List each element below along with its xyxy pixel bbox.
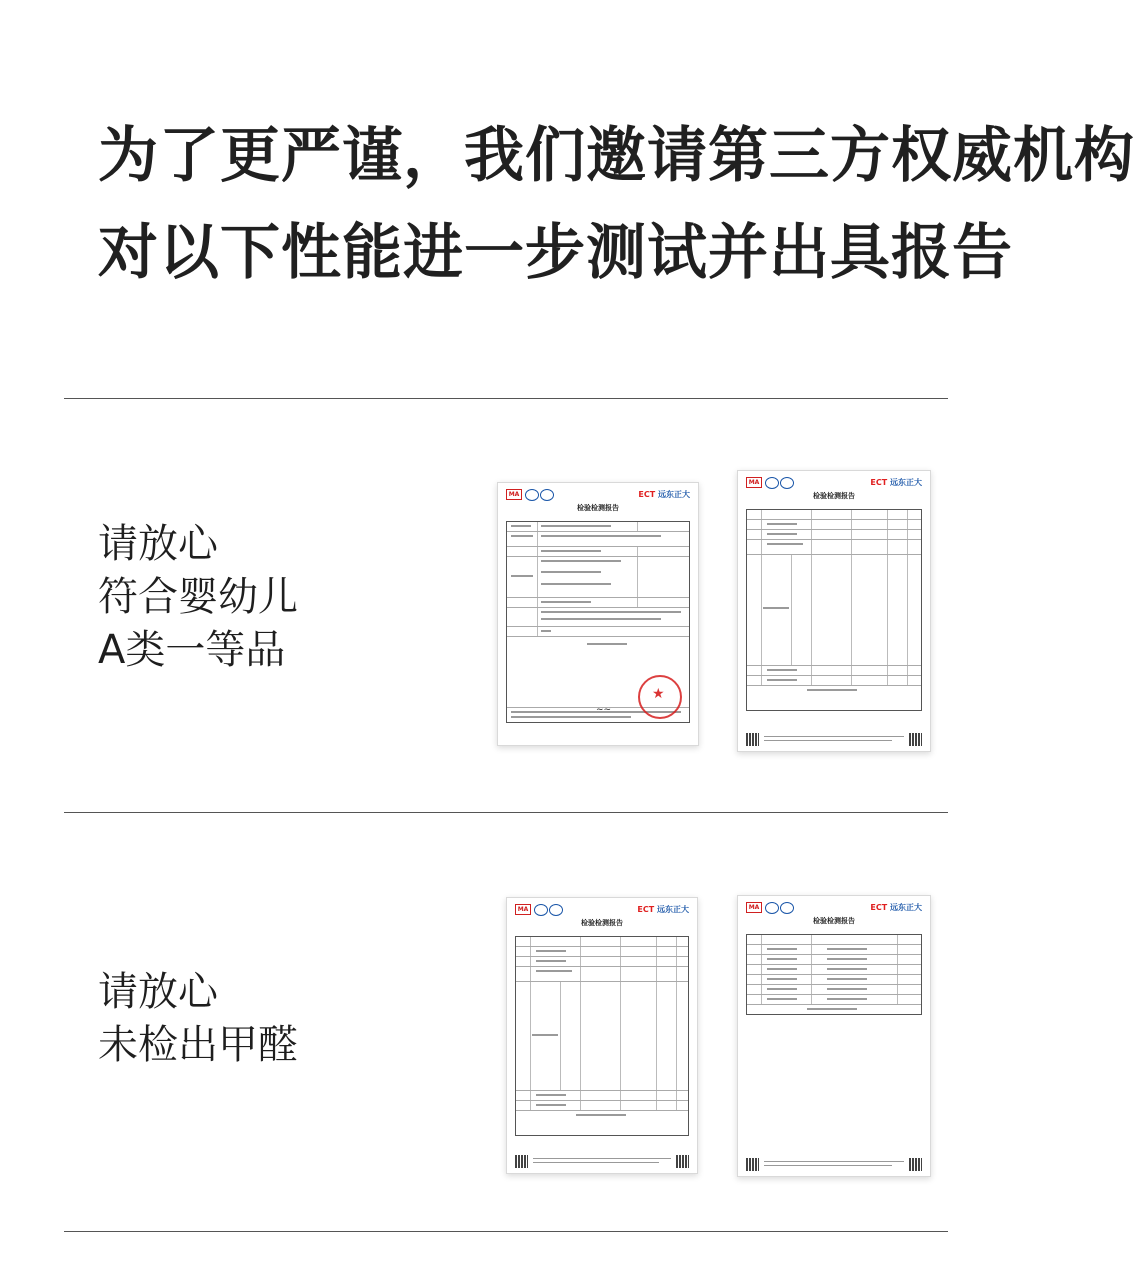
ilac-logo-icon xyxy=(765,477,779,489)
test-report-image xyxy=(506,897,698,1174)
ma-logo-icon: MA xyxy=(515,904,531,915)
ect-logo: ECT 远东正大 xyxy=(637,905,689,914)
test-report-image xyxy=(497,482,699,746)
ma-logo-icon: MA xyxy=(506,489,522,500)
section-1-line-1: 请放心 xyxy=(98,521,218,567)
report-logos xyxy=(746,902,922,914)
qr-code-icon xyxy=(909,733,922,746)
signature-icon: ~~ xyxy=(596,705,612,715)
official-stamp-icon xyxy=(638,675,682,719)
qr-code-icon xyxy=(746,1158,759,1171)
report-title: 检验检测报告 xyxy=(577,504,619,512)
section-1-line-2: 符合婴幼儿 xyxy=(98,574,298,620)
test-report-image xyxy=(737,470,931,752)
report-table xyxy=(746,509,922,711)
test-report-image xyxy=(737,895,931,1177)
report-footer xyxy=(746,733,922,747)
section-1-line-3: A类一等品 xyxy=(98,627,286,673)
cnas-logo-icon xyxy=(549,904,563,916)
report-logos xyxy=(506,489,690,501)
report-table xyxy=(746,934,922,1015)
cnas-logo-icon xyxy=(540,489,554,501)
ect-logo: ECT 远东正大 xyxy=(870,903,922,912)
ma-logo-icon: MA xyxy=(746,477,762,488)
qr-code-icon xyxy=(909,1158,922,1171)
cnas-logo-icon xyxy=(780,477,794,489)
divider xyxy=(64,398,948,399)
ma-logo-icon: MA xyxy=(746,902,762,913)
section-2-line-2: 未检出甲醛 xyxy=(98,1022,298,1068)
report-logos xyxy=(746,477,922,489)
ect-logo: ECT 远东正大 xyxy=(638,490,690,499)
divider xyxy=(64,812,948,813)
headline-line-1: 为了更严谨，我们邀请第三方权威机构 xyxy=(98,121,1135,191)
cnas-logo-icon xyxy=(780,902,794,914)
ect-logo: ECT 远东正大 xyxy=(870,478,922,487)
ilac-logo-icon xyxy=(534,904,548,916)
report-title: 检验检测报告 xyxy=(813,492,855,500)
section-1-claim xyxy=(98,518,298,677)
report-table xyxy=(515,936,689,1136)
report-footer xyxy=(746,1158,922,1172)
report-logos xyxy=(515,904,689,916)
qr-code-icon xyxy=(515,1155,528,1168)
divider xyxy=(64,1231,948,1232)
headline-line-2: 对以下性能进一步测试并出具报告 xyxy=(98,218,1013,288)
report-title: 检验检测报告 xyxy=(813,917,855,925)
qr-code-icon xyxy=(746,733,759,746)
qr-code-icon xyxy=(676,1155,689,1168)
report-title: 检验检测报告 xyxy=(581,919,623,927)
report-footer xyxy=(515,1155,689,1169)
ilac-logo-icon xyxy=(765,902,779,914)
section-2-claim xyxy=(98,966,298,1072)
section-2-line-1: 请放心 xyxy=(98,969,218,1015)
ilac-logo-icon xyxy=(525,489,539,501)
